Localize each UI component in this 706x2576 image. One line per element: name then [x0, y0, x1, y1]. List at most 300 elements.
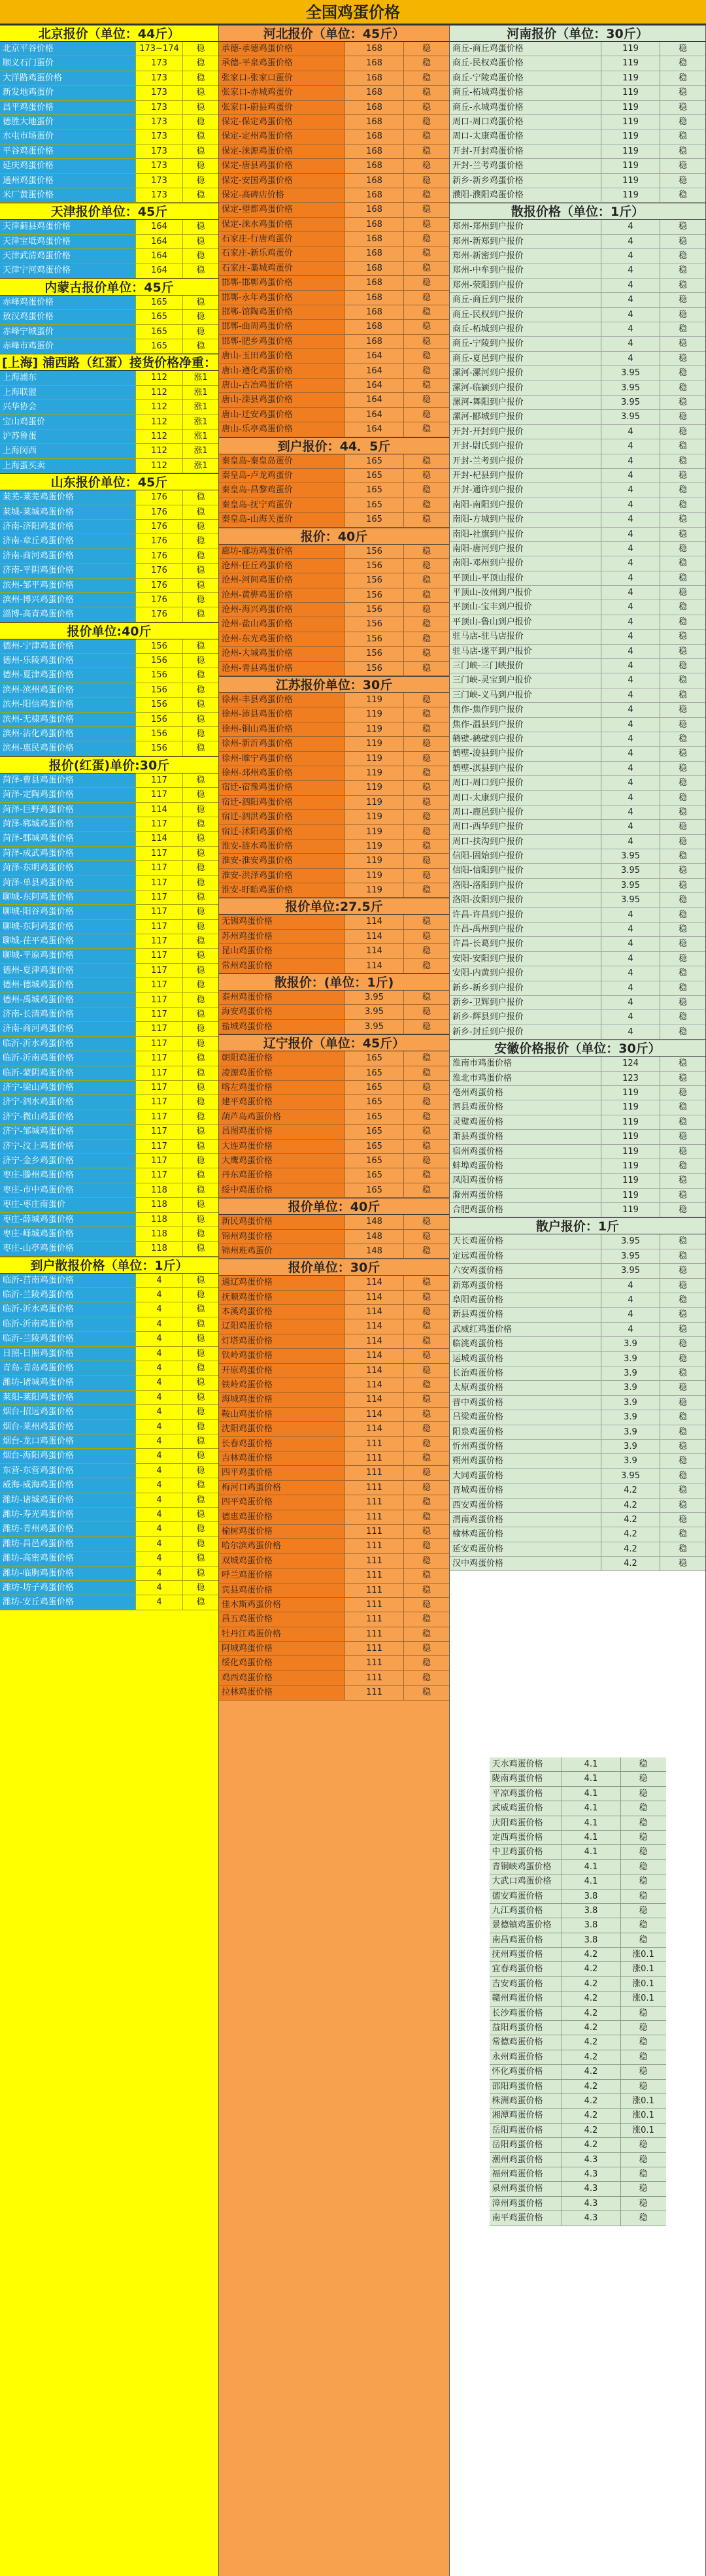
market-name: 盐城鸡蛋价格: [219, 1020, 345, 1034]
trend-label: 稳: [660, 600, 705, 614]
trend-label: 稳: [660, 174, 705, 188]
trend-label: 稳: [182, 1332, 218, 1346]
price-row: [219, 1393, 449, 1407]
price-value: 111: [345, 1481, 403, 1495]
trend-label: 稳: [660, 308, 705, 322]
trend-label: 稳: [403, 408, 449, 422]
trend-label: 稳: [660, 56, 705, 70]
column-left: [0, 25, 219, 2576]
price-value: 148: [345, 1215, 403, 1229]
price-value: 4: [601, 630, 660, 643]
price-value: 3.95: [601, 1264, 660, 1278]
market-name: 商丘-永城鸡蛋价格: [450, 101, 601, 114]
price-row: [219, 174, 449, 188]
market-name: 漯河-舞阳到户报价: [450, 396, 601, 409]
trend-label: 稳: [182, 1376, 218, 1389]
price-value: 117: [135, 1168, 182, 1182]
price-row: [219, 573, 449, 588]
trend-label: 稳: [660, 835, 705, 849]
price-row: [219, 1554, 449, 1568]
price-value: 4: [601, 235, 660, 248]
price-row: [490, 1991, 666, 2006]
trend-label: 稳: [660, 1396, 705, 1410]
price-value: 117: [135, 1051, 182, 1065]
price-row: [450, 337, 705, 351]
price-value: 4.3: [562, 2167, 620, 2181]
market-name: 定远鸡蛋价格: [450, 1249, 601, 1263]
price-row: [219, 513, 449, 527]
price-value: 4: [135, 1449, 182, 1463]
price-row: [450, 322, 705, 337]
market-name: 徐州-睢宁鸡蛋价格: [219, 752, 345, 766]
price-row: [450, 174, 705, 188]
price-value: 156: [135, 741, 182, 755]
price-row: [0, 549, 218, 564]
price-row: [219, 1584, 449, 1598]
market-name: 威海-威海鸡蛋价格: [0, 1478, 135, 1492]
trend-label: 稳: [660, 879, 705, 892]
price-value: 165: [345, 513, 403, 526]
trend-label: 稳: [403, 1393, 449, 1406]
price-value: 4: [601, 937, 660, 951]
price-row: [0, 1347, 218, 1361]
price-row: [450, 864, 705, 878]
price-value: 4: [601, 718, 660, 732]
trend-label: 稳: [660, 235, 705, 248]
market-name: 淄博-高青鸡蛋价格: [0, 607, 135, 621]
price-row: [219, 617, 449, 632]
price-value: 173: [135, 188, 182, 202]
price-value: 165: [345, 1051, 403, 1065]
price-value: 4: [601, 1279, 660, 1293]
trend-label: 涨0.1: [620, 1991, 666, 2005]
trend-label: 稳: [403, 1095, 449, 1109]
trend-label: 稳: [182, 56, 218, 70]
price-row: [450, 454, 705, 469]
market-name: 锦州鸡蛋价格: [219, 1230, 345, 1244]
price-value: 4: [601, 732, 660, 746]
price-value: 164: [345, 349, 403, 363]
market-name: 开原鸡蛋价格: [219, 1364, 345, 1378]
price-value: 114: [345, 1305, 403, 1319]
market-name: 延庆鸡蛋价格: [0, 159, 135, 173]
market-name: 潍坊-安丘鸡蛋价格: [0, 1595, 135, 1609]
trend-label: 稳: [660, 703, 705, 717]
price-row: [0, 296, 218, 310]
price-value: 156: [345, 588, 403, 602]
price-value: 3.95: [601, 893, 660, 907]
price-row: [219, 1276, 449, 1290]
price-value: 3.9: [601, 1352, 660, 1366]
market-name: 淮安-淮安鸡蛋价格: [219, 854, 345, 868]
price-value: 168: [345, 101, 403, 114]
price-value: 173: [135, 144, 182, 158]
trend-label: 稳: [182, 1274, 218, 1287]
market-name: 济宁-微山鸡蛋价格: [0, 1110, 135, 1124]
price-row: [219, 722, 449, 737]
market-name: 驻马店-遂平到户报价: [450, 645, 601, 658]
price-row: [450, 42, 705, 56]
price-value: 168: [345, 232, 403, 246]
trend-label: 稳: [660, 776, 705, 790]
price-value: 4: [601, 791, 660, 805]
trend-label: 稳: [182, 144, 218, 158]
trend-label: 稳: [660, 615, 705, 629]
price-row: [219, 1378, 449, 1393]
price-value: 4: [601, 1025, 660, 1039]
price-value: 3.95: [601, 864, 660, 877]
price-row: [219, 588, 449, 603]
trend-label: 稳: [660, 1203, 705, 1217]
price-value: 119: [345, 781, 403, 794]
price-row: [450, 188, 705, 203]
price-row: [0, 1405, 218, 1419]
price-row: [450, 1469, 705, 1483]
price-row: [450, 966, 705, 981]
trend-label: 稳: [660, 1557, 705, 1570]
trend-label: 稳: [620, 2065, 666, 2078]
price-row: [450, 115, 705, 129]
trend-label: 稳: [403, 1168, 449, 1182]
price-value: 111: [345, 1451, 403, 1465]
price-value: 4: [135, 1302, 182, 1316]
trend-label: 稳: [182, 773, 218, 787]
trend-label: 稳: [660, 144, 705, 158]
price-value: 117: [135, 1125, 182, 1138]
trend-label: 稳: [660, 1100, 705, 1114]
market-name: 郑州-新郑到户报价: [450, 235, 601, 248]
price-row: [219, 232, 449, 246]
market-name: 大同鸡蛋价格: [450, 1469, 601, 1483]
price-value: 118: [135, 1227, 182, 1241]
price-row: [450, 71, 705, 86]
price-row: [450, 1279, 705, 1293]
market-name: 开封-兰考鸡蛋价格: [450, 159, 601, 173]
market-name: 延安鸡蛋价格: [450, 1542, 601, 1556]
trend-label: 稳: [182, 71, 218, 85]
price-row: [219, 1656, 449, 1670]
trend-label: 稳: [660, 483, 705, 497]
price-row: [219, 810, 449, 824]
trend-label: 稳: [182, 1391, 218, 1404]
market-name: 三门峡-灵宝到户报价: [450, 673, 601, 687]
price-value: 111: [345, 1642, 403, 1655]
trend-label: 稳: [403, 276, 449, 290]
price-row: [450, 86, 705, 100]
trend-label: 涨1: [182, 459, 218, 473]
trend-label: 稳: [403, 1154, 449, 1168]
price-row: [219, 203, 449, 217]
trend-label: 稳: [182, 490, 218, 504]
price-row: [219, 42, 449, 56]
market-name: 济宁-邹城鸡蛋价格: [0, 1125, 135, 1138]
price-value: 119: [601, 144, 660, 158]
price-row: [450, 352, 705, 366]
market-name: 商丘-夏邑到户报价: [450, 352, 601, 365]
price-row: [0, 564, 218, 578]
trend-label: 稳: [403, 1437, 449, 1451]
market-name: 赣州鸡蛋价格: [490, 1991, 562, 2005]
trend-label: 稳: [403, 781, 449, 794]
section-header: 河北报价（单位：45斤）: [219, 25, 449, 42]
price-row: [450, 556, 705, 571]
price-row: [219, 1408, 449, 1422]
price-row: [450, 498, 705, 513]
trend-label: 稳: [660, 1454, 705, 1468]
column-right: [450, 25, 706, 2576]
market-name: 驻马店-驻马店报价: [450, 630, 601, 643]
price-value: 119: [601, 1145, 660, 1159]
market-name: 新县鸡蛋价格: [450, 1308, 601, 1321]
trend-label: 稳: [182, 698, 218, 711]
trend-label: 稳: [182, 1154, 218, 1168]
price-row: [0, 817, 218, 832]
price-row: [219, 781, 449, 795]
trend-label: 稳: [403, 1276, 449, 1289]
trend-label: 涨0.1: [620, 2124, 666, 2137]
price-value: 168: [345, 188, 403, 202]
trend-label: 稳: [660, 1323, 705, 1336]
trend-label: 稳: [182, 847, 218, 860]
price-value: 4: [601, 659, 660, 673]
trend-label: 稳: [403, 1140, 449, 1153]
market-name: 德州-夏津鸡蛋价格: [0, 964, 135, 977]
market-name: 徐州-沛县鸡蛋价格: [219, 707, 345, 721]
trend-label: 稳: [182, 905, 218, 919]
price-row: [450, 1159, 705, 1174]
market-name: 鹤壁-淇县到户报价: [450, 762, 601, 775]
trend-label: 稳: [660, 1440, 705, 1453]
price-value: 3.95: [601, 410, 660, 424]
price-row: [450, 820, 705, 834]
price-row: [219, 115, 449, 129]
price-row: [0, 71, 218, 86]
market-name: 西安鸡蛋价格: [450, 1499, 601, 1512]
price-value: 114: [345, 1291, 403, 1304]
market-name: 鹤壁-浚县到户报价: [450, 747, 601, 760]
price-row: [450, 1234, 705, 1249]
price-value: 176: [135, 520, 182, 534]
trend-label: 稳: [182, 1464, 218, 1478]
price-row: [0, 520, 218, 534]
market-name: 邯郸-馆陶鸡蛋价格: [219, 305, 345, 319]
price-row: [219, 915, 449, 929]
price-value: 4: [135, 1581, 182, 1595]
trend-label: 稳: [660, 101, 705, 114]
market-name: 徐州-新沂鸡蛋价格: [219, 737, 345, 751]
price-value: 4.3: [562, 2182, 620, 2195]
price-value: 4: [601, 542, 660, 556]
price-value: 4: [135, 1464, 182, 1478]
market-name: 新乡-新乡到户报价: [450, 981, 601, 995]
price-value: 3.9: [601, 1366, 660, 1380]
price-value: 3.9: [601, 1425, 660, 1439]
price-row: [0, 1022, 218, 1036]
price-value: 123: [601, 1072, 660, 1085]
market-name: 滨州-邹平鸡蛋价格: [0, 579, 135, 592]
price-row: [450, 688, 705, 703]
market-name: 蚌埠鸡蛋价格: [450, 1159, 601, 1173]
price-value: 3.9: [601, 1454, 660, 1468]
market-name: 临沂-沂水鸡蛋价格: [0, 1302, 135, 1316]
trend-label: 涨1: [182, 400, 218, 414]
price-row: [0, 1317, 218, 1332]
price-value: 168: [345, 276, 403, 290]
price-value: 4: [601, 1010, 660, 1024]
section-header: 到户散报价格（单位：1斤）: [0, 1257, 218, 1274]
price-value: 164: [135, 235, 182, 248]
market-name: 烟台-莱州鸡蛋价格: [0, 1420, 135, 1434]
price-value: 164: [345, 422, 403, 436]
price-value: 4: [601, 263, 660, 277]
price-value: 156: [135, 727, 182, 741]
price-row: [0, 310, 218, 324]
trend-label: 稳: [403, 349, 449, 363]
market-name: 顺义石门蛋价: [0, 56, 135, 70]
price-value: 114: [135, 803, 182, 817]
price-row: [219, 1020, 449, 1034]
trend-label: 稳: [660, 1130, 705, 1144]
trend-label: 稳: [403, 1554, 449, 1568]
trend-label: 稳: [403, 320, 449, 333]
trend-label: 稳: [620, 1933, 666, 1947]
price-value: 3.95: [601, 849, 660, 863]
trend-label: 稳: [660, 718, 705, 732]
price-row: [219, 1510, 449, 1525]
price-row: [219, 1612, 449, 1627]
trend-label: 稳: [182, 1581, 218, 1595]
price-row: [490, 2007, 666, 2021]
trend-label: 稳: [660, 528, 705, 541]
price-row: [0, 934, 218, 949]
price-row: [450, 791, 705, 805]
price-row: [490, 1977, 666, 1991]
trend-label: 稳: [660, 542, 705, 556]
price-value: 164: [135, 220, 182, 233]
price-row: [0, 949, 218, 963]
trend-label: 稳: [660, 1293, 705, 1307]
price-row: [450, 439, 705, 454]
trend-label: 稳: [182, 129, 218, 143]
market-name: 德州-乐陵鸡蛋价格: [0, 654, 135, 668]
price-value: 119: [345, 883, 403, 897]
price-row: [450, 1010, 705, 1025]
price-value: 112: [135, 459, 182, 473]
market-name: 潍坊-寿光鸡蛋价格: [0, 1508, 135, 1521]
market-name: 赤峰市鸡蛋价: [0, 339, 135, 353]
market-name: 福州鸡蛋价格: [490, 2167, 562, 2181]
price-row: [450, 1323, 705, 1337]
price-value: 148: [345, 1230, 403, 1244]
price-row: [490, 2211, 666, 2226]
price-row: [219, 1081, 449, 1095]
price-row: [450, 1293, 705, 1308]
price-columns: [0, 25, 706, 2576]
price-value: 4.2: [562, 2065, 620, 2078]
price-value: 117: [135, 1022, 182, 1036]
market-name: 武威鸡蛋价格: [490, 1801, 562, 1815]
market-name: 青铜峡鸡蛋价格: [490, 1860, 562, 1874]
market-name: 唐山-乐亭鸡蛋价格: [219, 422, 345, 436]
price-value: 176: [135, 505, 182, 519]
price-value: 117: [135, 861, 182, 875]
trend-label: 稳: [403, 71, 449, 85]
trend-label: 涨0.1: [620, 2109, 666, 2122]
price-value: 119: [601, 101, 660, 114]
section-header: 江苏报价单位：30斤: [219, 676, 449, 693]
price-row: [219, 766, 449, 781]
market-name: 菏泽-东明鸡蛋价格: [0, 861, 135, 875]
trend-label: 稳: [403, 1378, 449, 1392]
market-name: 商丘-宁陵到户报价: [450, 337, 601, 350]
trend-label: 稳: [182, 1125, 218, 1138]
market-name: 菏泽-定陶鸡蛋价格: [0, 788, 135, 802]
market-name: 赤峰鸡蛋价格: [0, 296, 135, 309]
price-row: [219, 1466, 449, 1480]
price-value: 112: [135, 444, 182, 458]
price-value: 112: [135, 400, 182, 414]
price-row: [219, 545, 449, 559]
price-value: 119: [601, 115, 660, 129]
trend-label: 稳: [403, 1319, 449, 1333]
trend-label: 稳: [182, 993, 218, 1007]
price-row: [0, 668, 218, 683]
market-name: 凌源鸡蛋价格: [219, 1066, 345, 1080]
price-row: [450, 615, 705, 630]
market-name: 鹤壁-鹤壁到户报价: [450, 732, 601, 746]
trend-label: 稳: [403, 305, 449, 319]
price-row: [0, 534, 218, 549]
price-row: [0, 339, 218, 354]
market-name: 灵璧鸡蛋价格: [450, 1115, 601, 1129]
price-row: [219, 1291, 449, 1305]
market-name: 淮安-涟水鸡蛋价格: [219, 839, 345, 853]
market-name: 兴华协会: [0, 400, 135, 414]
price-row: [450, 469, 705, 483]
market-name: 潍坊-诸城鸡蛋价格: [0, 1493, 135, 1507]
trend-label: 稳: [403, 915, 449, 928]
market-name: 昌平鸡蛋价格: [0, 101, 135, 114]
trend-label: 稳: [403, 101, 449, 114]
price-row: [490, 1845, 666, 1859]
price-value: 117: [135, 964, 182, 977]
price-value: 176: [135, 534, 182, 548]
price-value: 119: [345, 810, 403, 824]
price-row: [450, 1086, 705, 1100]
price-value: 164: [135, 249, 182, 263]
price-row: [490, 2182, 666, 2196]
price-row: [0, 129, 218, 144]
price-value: 114: [135, 832, 182, 845]
trend-label: 涨0.1: [620, 1977, 666, 1991]
price-value: 119: [345, 737, 403, 751]
price-value: 4.1: [562, 1801, 620, 1815]
market-name: 日照-日照鸡蛋价格: [0, 1347, 135, 1361]
price-value: 165: [135, 296, 182, 309]
price-value: 173: [135, 56, 182, 70]
price-row: [0, 1274, 218, 1288]
price-value: 4: [601, 1293, 660, 1307]
price-value: 4: [601, 776, 660, 790]
price-value: 4: [601, 703, 660, 717]
trend-label: 稳: [403, 991, 449, 1004]
market-name: 潍坊-高密鸡蛋价格: [0, 1551, 135, 1565]
trend-label: 稳: [660, 469, 705, 483]
price-value: 114: [345, 930, 403, 943]
trend-label: 稳: [403, 1656, 449, 1670]
trend-label: 稳: [182, 964, 218, 977]
price-value: 4.2: [601, 1542, 660, 1556]
